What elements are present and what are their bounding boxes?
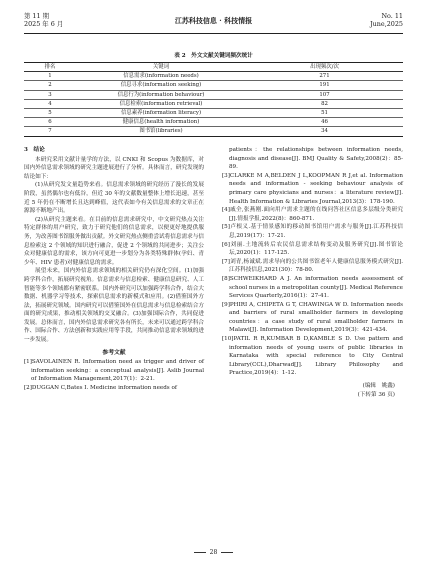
table-row [24, 90, 403, 99]
footer-dash-left [194, 552, 206, 553]
reference-item: [8]SCHWEIKHARD A J. An information needs assessment of school nurses in a metropolitan county[J]. Medical Reference Services Quarterly,2016(1)：27-41. [222, 275, 403, 300]
cell-rank: 2 [24, 81, 76, 90]
section-title-conclusion: 3 结论 [24, 147, 45, 153]
page-number: 28 [209, 549, 218, 556]
cell-keyword: 信息需求(information needs) [76, 72, 246, 81]
cell-rank: 3 [24, 90, 76, 99]
cell-rank: 5 [24, 109, 76, 118]
header-issue-en: No. 11 [381, 12, 403, 20]
right-column [222, 146, 403, 399]
reference-item: [7]刘青,杨诚斌.需求导向的公共图书馆老年人健康信息服务模式研究[J].江苏科技信息,2021(30)：78-80. [222, 258, 403, 274]
cell-frequency: 271 [246, 72, 403, 81]
cell-frequency: 82 [246, 99, 403, 108]
reference-item: [9]PHIRI A, CHIPETA G T, CHAWINGA W D. Information needs and barriers of rural smallholder farmers in developing countries：a case study of rural smallholder farmers in Malawi[J]. Information Development,2019(3)：421-434. [222, 301, 403, 334]
header-issue: 第 11 期 [24, 12, 49, 20]
body-paragraph: 本研究采用文献计量学的方法，以 CNKI 和 Scopus 为数据库，对国内外信息需求领域的研究主题进展进行了分析。具体而言，研究发现的结论如下： [24, 156, 204, 180]
header-right [370, 12, 403, 28]
header-journal-title: 江苏科技信息 · 科技情报 [174, 16, 253, 25]
reference-item: [4]戚全,张燕刚.面向用户需求主题的在线问答社区信息多层级分类研究[J].情报学报,2022(8)：860-871. [222, 207, 403, 222]
footer-dash-right [221, 552, 233, 553]
cell-rank: 6 [24, 118, 76, 127]
cell-keyword: 健康信息(health information) [76, 118, 246, 127]
table-caption: 表 2 外文文献关键词频次统计 [174, 53, 253, 59]
cell-rank: 7 [24, 127, 76, 136]
page-footer [0, 549, 427, 556]
cell-keyword: 信息素养(information literacy) [76, 109, 246, 118]
body-paragraph: (1)从研究发文量趋势来看。信息需求领域的研究经历了漫长的发展阶段，虽然偶尔也有低谷，但近 30 年的文献数量整体上增长迅速，甚至近 5 年仍在不断增长且达到峰值，这代表如今有关信息需求的文章正在源源不断地产出。 [24, 182, 204, 215]
cell-frequency: 107 [246, 90, 403, 99]
reference-item: [2]DUGGAN C,Bates I. Medicine information needs of [24, 385, 177, 392]
table-row [24, 127, 403, 136]
table-row [24, 118, 403, 127]
table-row [24, 72, 403, 81]
table-row [24, 99, 403, 108]
references-heading: 参考文献 [102, 349, 126, 356]
column-header-rank: 排名 [24, 63, 76, 72]
reference-continuation: patients：the relationships between information needs, diagnosis and disease[J]. BMJ Quality & Safety,2008(2)：85-89. [229, 147, 403, 171]
keyword-frequency-table [24, 62, 403, 137]
reference-item: [6]刘丽.土地流转后农民信息需求结构变动及服务研究[J].图书馆论坛,2020(1)：117-125. [222, 241, 403, 257]
cell-frequency: 46 [246, 118, 403, 127]
reference-item: [10]PATIL R R,KUMBAR B D,KAMBLE S D. Use pattern and information needs of young users of public libraries in Karnataka with special reference to City Central Library(CCL),Dharwad[J]. Library Philosophy and Practice,2019(4)：1-12. [222, 336, 403, 377]
cell-keyword: 信息行为(information behaviour) [76, 90, 246, 99]
cell-keyword: 信息寻求(information seeking) [76, 81, 246, 90]
body-paragraph: (2)从研究主题来看。在目前的信息需求研究中，中文研究热点关注特定群体的用户研究，致力于研究他们的信息需求，以便更好地提供服务，为改善图书馆服务做出贡献。外文研究热点侧重尝试将信息需求与信息检索这 2 个领域的知识进行融合，促进 2 个领域的共同进步；关注公众对健康信息的需求，该方向可更进一步划分为各类特殊群体(孕妇、青少年、HIV 患者)对健康信息的需求。 [24, 216, 204, 266]
header-date-en: June,2025 [370, 20, 403, 28]
cell-rank: 4 [24, 99, 76, 108]
cell-keyword: 信息检索(information retrieval) [76, 99, 246, 108]
cell-frequency: 191 [246, 81, 403, 90]
header-date: 2025 年 6 月 [24, 20, 64, 28]
reference-item: [1]SAVOLAINEN R. Information need as trigger and driver of information seeking：a conceptual analysis[J]. Aslib Journal of Information Management,2017(1)：2-21. [24, 359, 204, 383]
cell-rank: 1 [24, 72, 76, 81]
reference-item: [3]CLARKE M A,BELDEN J L,KOOPMAN R J,et al. Information needs and information - seeking behaviour analysis of primary care physicians and nurses：a literature review[J]. Health Information & Libraries Journal,2013(3)：178-190. [222, 172, 403, 205]
continued-note: (下转第 36 页) [357, 391, 395, 398]
table-row [24, 109, 403, 118]
page-header [24, 12, 403, 34]
editor-note: (编辑 姚鑫) [362, 383, 395, 390]
column-header-keyword: 关键词 [76, 63, 246, 72]
left-column [24, 146, 204, 393]
column-header-frequency: 出现频次/次 [246, 63, 403, 72]
header-rule [24, 33, 403, 34]
cell-frequency: 34 [246, 127, 403, 136]
cell-frequency: 51 [246, 109, 403, 118]
table-header-row [24, 63, 403, 72]
body-paragraph: 展望未来，国内外信息需求领域的相关研究仍有深化空间。(1)加强跨学科合作，拓展研究视角。信息需求与信息检索、健康信息研究、人工智能等多个领域都有紧密联系。国内外研究可以加强跨学科合作，结合大数据、机器学习等技术，探索信息需求的新模式和应用。(2)借鉴国外方法，拓展研究领域。国内研究可以借鉴国外在信息需求与信息检索结合方面的研究成果，推动相关领域的交叉融合。(3)加强国际合作，共同促进发展。总体而言，国内外信息需求研究各有所长，未来可以通过跨学科合作、国际合作、方法创新和实践应用等手段，共同推动信息需求领域的进一步发展。 [24, 268, 204, 344]
reference-item: [5]卢根义.基于情景感知的移动图书馆用户需求与服务[J].江苏科技信息,2019(17)：17-21. [222, 224, 403, 239]
table-row [24, 81, 403, 90]
cell-keyword: 图书馆(libraries) [76, 127, 246, 136]
